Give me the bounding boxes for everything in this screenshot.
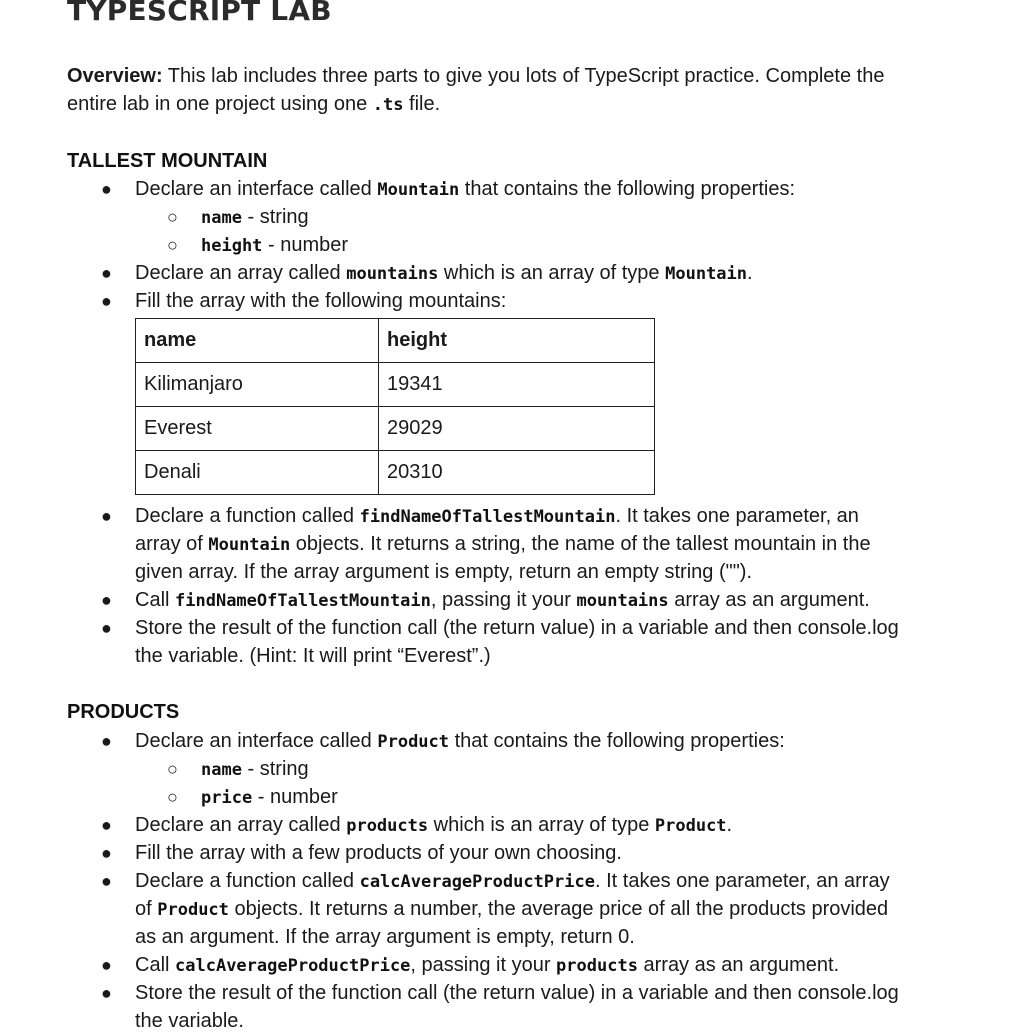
bullet-icon: ● <box>101 291 112 311</box>
list-item: ● Call findNameOfTallestMountain, passing it your mountains array as an argument. <box>135 586 935 615</box>
bullet-icon: ● <box>101 590 112 610</box>
list-item: ● Fill the array with a few products of your own choosing. <box>135 839 935 867</box>
sub-list-item: ○ name - string <box>201 755 1001 784</box>
table-header-row <box>136 319 655 363</box>
column-header-name: name <box>136 319 379 363</box>
list-item-continuation: the variable. (Hint: It will print “Everest”.) <box>135 645 491 667</box>
list-item: ● Call calcAverageProductPrice, passing it your products array as an argument. <box>135 951 935 980</box>
list-item: ● Store the result of the function call (the return value) in a variable and then console.log <box>135 979 935 1007</box>
list-item: ● Declare an array called products which is an array of type Product. <box>135 811 935 840</box>
circle-bullet-icon: ○ <box>167 235 178 255</box>
ts-extension: .ts <box>372 95 404 115</box>
circle-bullet-icon: ○ <box>167 759 178 779</box>
circle-bullet-icon: ○ <box>167 787 178 807</box>
bullet-icon: ● <box>101 731 112 751</box>
list-item-continuation: as an argument. If the array argument is empty, return 0. <box>135 926 635 948</box>
bullet-icon: ● <box>101 955 112 975</box>
table-row <box>136 407 655 451</box>
sub-list-item: ○ height - number <box>201 231 1001 260</box>
list-item-continuation: given array. If the array argument is empty, return an empty string (""). <box>135 561 753 583</box>
sub-list-item: ○ price - number <box>201 783 1001 812</box>
bullet-icon: ● <box>101 983 112 1003</box>
list-item-continuation: of Product objects. It returns a number, the average price of all the products provided <box>135 898 889 920</box>
bullet-icon: ● <box>101 871 112 891</box>
list-item: ● Declare a function called findNameOfTallestMountain. It takes one parameter, an <box>135 502 935 531</box>
table-row <box>136 363 655 407</box>
sub-list-item: ○ name - string <box>201 203 1001 232</box>
overview-line-2: entire lab in one project using one .ts file. <box>67 93 441 115</box>
table-cell: 19341 <box>379 363 655 407</box>
bullet-icon: ● <box>101 179 112 199</box>
section-heading-tallest-mountain: TALLEST MOUNTAIN <box>67 150 268 172</box>
list-item-continuation: array of Mountain objects. It returns a string, the name of the tallest mountain in the <box>135 533 871 555</box>
table-row <box>136 451 655 495</box>
page-title: TYPESCRIPT LAB <box>67 0 332 27</box>
section-heading-products: PRODUCTS <box>67 701 180 723</box>
bullet-icon: ● <box>101 263 112 283</box>
table-cell: 20310 <box>379 451 655 495</box>
mountains-table <box>135 318 655 495</box>
list-item-continuation: the variable. <box>135 1010 244 1032</box>
circle-bullet-icon: ○ <box>167 207 178 227</box>
bullet-icon: ● <box>101 506 112 526</box>
bullet-icon: ● <box>101 843 112 863</box>
list-item: ● Declare a function called calcAverageProductPrice. It takes one parameter, an array <box>135 867 935 896</box>
overview-label: Overview: <box>67 65 163 87</box>
table-cell: Denali <box>136 451 379 495</box>
table-cell: 29029 <box>379 407 655 451</box>
bullet-icon: ● <box>101 618 112 638</box>
table-cell: Everest <box>136 407 379 451</box>
list-item: ● Store the result of the function call (the return value) in a variable and then console.log <box>135 614 935 642</box>
bullet-icon: ● <box>101 815 112 835</box>
list-item: ● Declare an interface called Product that contains the following properties: <box>135 727 935 756</box>
column-header-height: height <box>379 319 655 363</box>
table-cell: Kilimanjaro <box>136 363 379 407</box>
list-item: ● Declare an interface called Mountain that contains the following properties: <box>135 175 935 204</box>
list-item: ● Declare an array called mountains which is an array of type Mountain. <box>135 259 935 288</box>
list-item: ● Fill the array with the following mountains: <box>135 287 935 315</box>
overview-line-1: Overview: This lab includes three parts to give you lots of TypeScript practice. Complete the <box>67 65 885 87</box>
